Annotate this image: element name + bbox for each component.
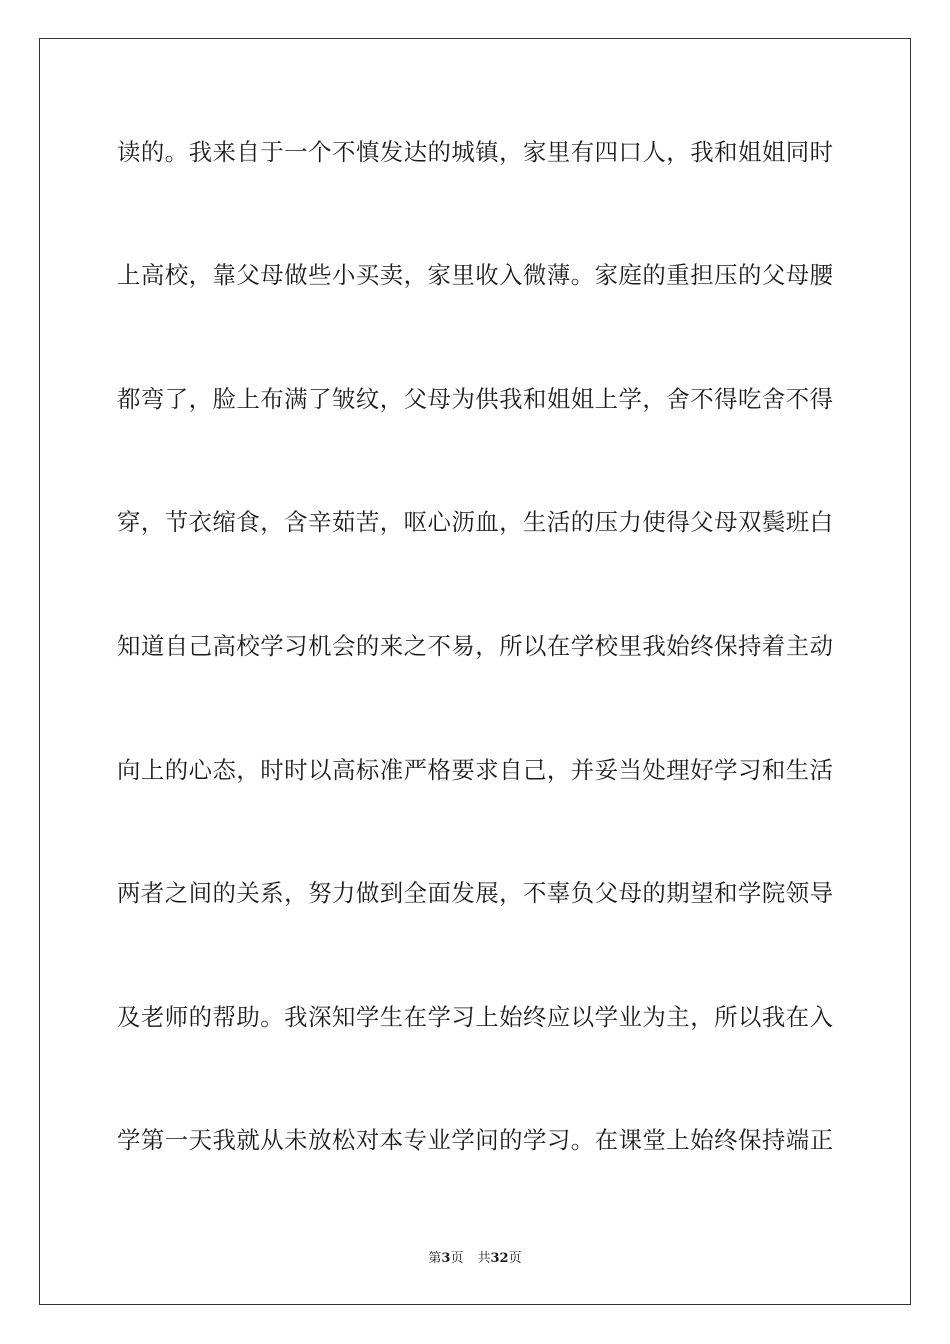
body-text-line-1: 读的。我来自于一个不慎发达的城镇，家里有四口人，我和姐姐同时: [117, 138, 833, 166]
total-page-count: 32: [490, 1251, 509, 1266]
page-footer: [0, 1247, 950, 1266]
page-label-suffix: 页: [450, 1251, 464, 1266]
total-label-prefix: 共: [477, 1251, 491, 1266]
body-text-line-4: 穿，节衣缩食，含辛茹苦，呕心沥血，生活的压力使得父母双鬓班白: [117, 508, 833, 536]
body-text-line-6: 向上的心态，时时以高标准严格要求自己，并妥当处理好学习和生活: [117, 756, 833, 784]
body-text-line-5: 知道自己高校学习机会的来之不易，所以在学校里我始终保持着主动: [117, 632, 833, 660]
page-border: [39, 38, 911, 1305]
body-text-line-8: 及老师的帮助。我深知学生在学习上始终应以学业为主，所以我在入: [117, 1003, 833, 1031]
body-text-line-9: 学第一天我就从未放松对本专业学问的学习。在课堂上始终保持端正: [117, 1126, 833, 1154]
body-text-line-7: 两者之间的关系，努力做到全面发展，不辜负父母的期望和学院领导: [117, 879, 833, 907]
page-label-prefix: 第: [428, 1251, 442, 1266]
body-text-line-2: 上高校，靠父母做些小买卖，家里收入微薄。家庭的重担压的父母腰: [117, 261, 833, 289]
body-text-line-3: 都弯了，脸上布满了皱纹，父母为供我和姐姐上学，舍不得吃舍不得: [117, 385, 833, 413]
current-page-number: 3: [441, 1251, 451, 1266]
total-label-suffix: 页: [508, 1251, 522, 1266]
